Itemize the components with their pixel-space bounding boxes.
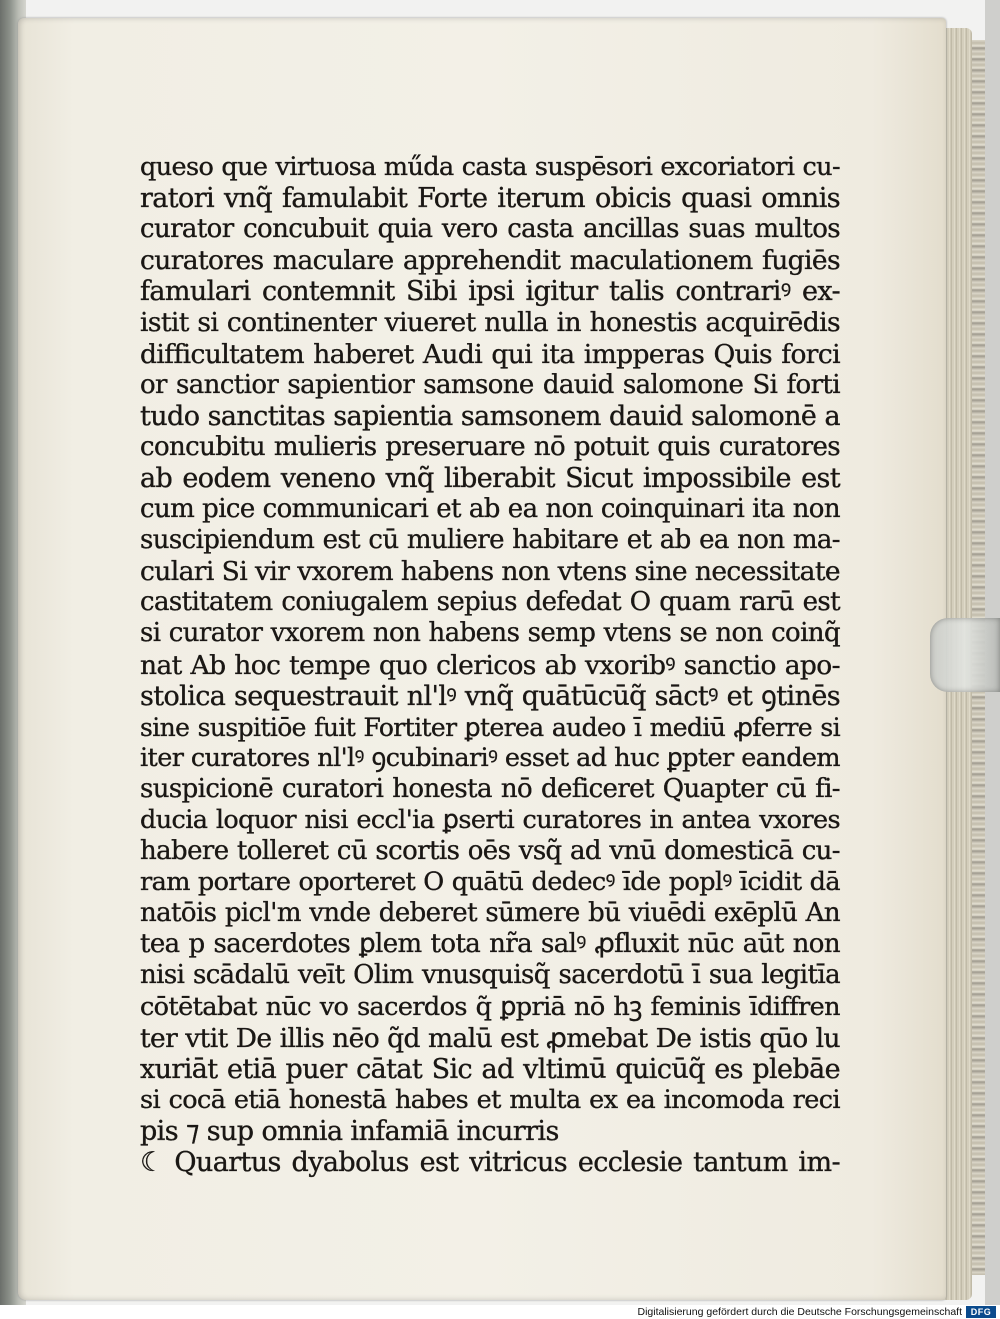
text-line: sine suspitiōe fuit Fortiter ꝑterea audeo ī mediū ꝓferre si xyxy=(140,712,840,742)
text-line: cōtētabat nūc vo sacerdos q̃ ꝑpriā nō hꝫ feminis īdiffren xyxy=(140,991,840,1022)
text-line: iter curatores nl'lꝰ ꝯcubinariꝰ esset ad huc ꝑpter eandem xyxy=(140,742,840,773)
text-line: culari Si vir vxorem habens non vtens sine necessitate xyxy=(140,556,840,588)
text-line: concubitu mulieris preseruare nō potuit quis curatores xyxy=(140,431,840,462)
text-line: ter vtit De illis nēo q̃d malū est ꝓmebat De istis qūo lu xyxy=(140,1022,840,1054)
text-line: habere tolleret cū scortis oēs vsq̃ ad vnū domesticā cu- xyxy=(140,836,840,867)
text-line: stolica sequestrauit nl'lꝰ vnq̃ quātūcūq̃ sāctꝰ et ꝯtinēs xyxy=(140,680,840,712)
text-line: natōis picl'm vnde deberet sūmere bū viuēdi exēplū An xyxy=(140,898,840,929)
text-line: castitatem coniugalem sepius defedat O quam rarū est xyxy=(140,587,840,618)
text-line: tea p sacerdotes ꝑlem tota nr̃a salꝰ ꝓfluxit nūc aūt non xyxy=(140,929,840,960)
text-line: nat Ab hoc tempe quo clericos ab vxoribꝰ sanctio apo- xyxy=(140,649,840,681)
text-line: curator concubuit quia vero casta ancillas suas multos xyxy=(140,214,840,245)
text-line: xuriāt etiā puer cātat Sic ad vltimū quicūq̃ es plebāe xyxy=(140,1053,840,1085)
text-line: famulari contemnit Sibi ipsi igitur talis contrariꝰ ex- xyxy=(140,276,840,308)
text-line: ducia loquor nisi eccl'ia ꝑserti curatores in antea vxores xyxy=(140,804,840,835)
text-line: suspicionē curatori honesta nō deficeret Quapter cū fi- xyxy=(140,773,840,804)
text-line: ram portare oporteret O quātū dedecꝰ īde poplꝰ īcidit dā xyxy=(140,867,840,898)
text-line: si curator vxorem non habens semp vtens se non coinq̃ xyxy=(140,618,840,649)
text-line: cum pice communicari et ab ea non coinquinari ita non xyxy=(140,494,840,525)
text-line: ☾ Quartus dyabolus est vitricus ecclesie tantum im- xyxy=(140,1147,840,1178)
footer-bar xyxy=(0,1305,1000,1319)
text-line: si cocā etiā honestā habes et multa ex ea incomoda reci xyxy=(140,1084,840,1115)
text-line: tudo sanctitas sapientia samsonem dauid salomonē a xyxy=(140,400,840,432)
text-line: ratori vnq̃ famulabit Forte iterum obicis quasi omnis xyxy=(140,183,840,215)
text-line: pis ⁊ sup omnia infamiā incurris xyxy=(140,1115,559,1147)
dfg-logo: DFG xyxy=(966,1306,996,1318)
text-block xyxy=(140,152,840,1178)
funding-notice: Digitalisierung gefördert durch die Deutsche Forschungsgemeinschaft xyxy=(637,1306,962,1318)
plastic-page-clip xyxy=(930,618,1000,692)
text-line: difficultatem haberet Audi qui ita impperas Quis forci xyxy=(140,338,840,370)
text-line: ab eodem veneno vnq̃ liberabit Sicut impossibile est xyxy=(140,462,840,494)
text-line: istit si continenter viueret nulla in honestis acquirēdis xyxy=(140,307,840,339)
text-line: suscipiendum est cū muliere habitare et ab ea non ma- xyxy=(140,525,840,556)
text-line: curatores maculare apprehendit maculationem fugiēs xyxy=(140,245,840,277)
text-line: queso que virtuosa műda casta suspēsori excoriatori cu- xyxy=(140,152,840,182)
text-line: nisi scādalū veīt Olim vnusquisq̃ sacerdotū ī sua legitīa xyxy=(140,960,840,991)
text-line: or sanctior sapientior samsone dauid salomone Si forti xyxy=(140,369,840,400)
